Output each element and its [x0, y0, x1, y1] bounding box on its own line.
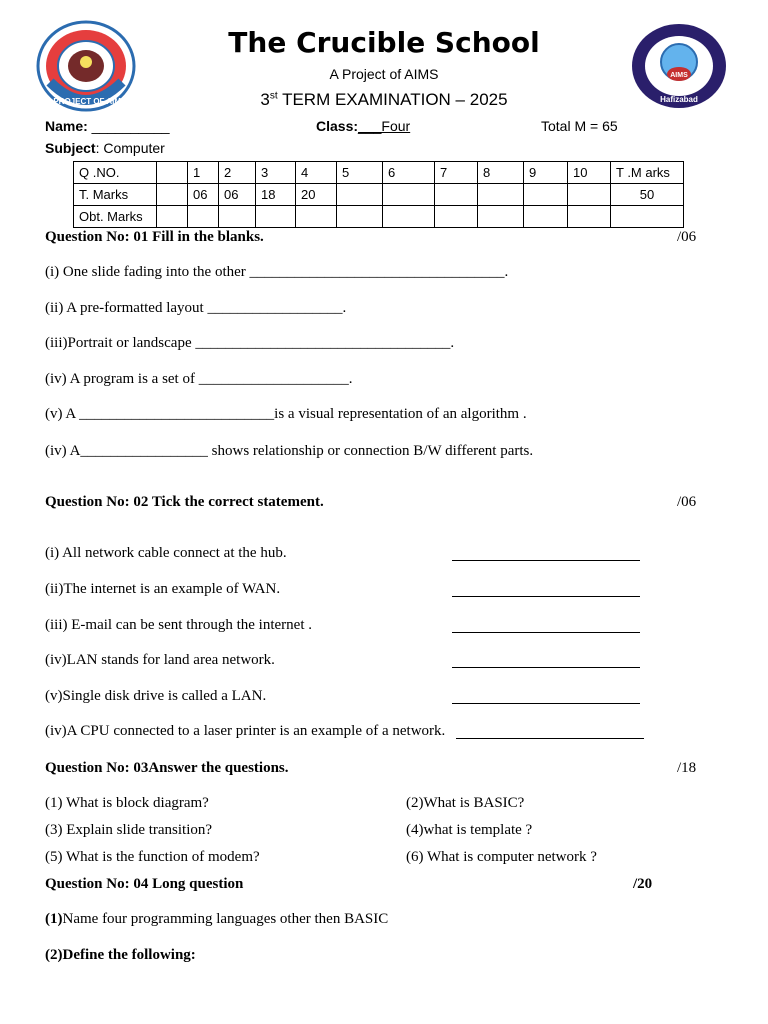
table-cell [296, 206, 337, 228]
q1-item: (iv) A_________________ shows relationship or connection B/W different parts. [45, 443, 534, 459]
table-cell: 20 [296, 184, 337, 206]
table-cell: 18 [256, 184, 296, 206]
table-cell [524, 184, 568, 206]
school-title: The Crucible School [228, 26, 540, 59]
q4-item: (2)Define the following: [45, 947, 196, 963]
table-cell [383, 206, 435, 228]
table-cell: 06 [219, 184, 256, 206]
logo-right-center: AIMS [670, 72, 688, 79]
logo-left-text: A PROJECT OF AIMS [45, 97, 127, 106]
q3-item: (1) What is block diagram? [45, 795, 209, 811]
table-cell [478, 206, 524, 228]
class-field: Class:___Four [316, 118, 411, 134]
q2-item: (iii) E-mail can be sent through the internet . [45, 617, 312, 633]
table-cell: 06 [188, 184, 219, 206]
table-cell: 9 [524, 162, 568, 184]
table-cell: 7 [435, 162, 478, 184]
table-cell: Q .NO. [74, 162, 157, 184]
table-cell [157, 184, 188, 206]
table-cell: 3 [256, 162, 296, 184]
table-cell [157, 162, 188, 184]
logo-right-bottom: Hafizabad [660, 95, 698, 104]
q3-item: (3) Explain slide transition? [45, 822, 213, 838]
table-cell [219, 206, 256, 228]
subject-field: Subject: Computer [45, 140, 165, 156]
q2-heading: Question No: 02 Tick the correct statement. [45, 494, 324, 510]
table-cell [568, 206, 611, 228]
table-cell [478, 184, 524, 206]
answer-line [452, 632, 640, 633]
total-marks: Total M = 65 [541, 118, 618, 134]
answer-line [452, 560, 640, 561]
q1-marks: /06 [677, 229, 697, 245]
table-cell [435, 206, 478, 228]
name-field: Name: __________ [45, 118, 170, 134]
table-cell [611, 206, 684, 228]
marks-table [73, 161, 684, 228]
table-row-qno [74, 162, 684, 184]
q4-item: (1)Name four programming languages other then BASIC [45, 911, 389, 927]
table-cell: 1 [188, 162, 219, 184]
table-row-tmarks [74, 184, 684, 206]
q2-item: (v)Single disk drive is called a LAN. [45, 688, 267, 704]
table-cell: 4 [296, 162, 337, 184]
table-cell: 10 [568, 162, 611, 184]
table-cell [435, 184, 478, 206]
answer-line [452, 703, 640, 704]
q2-item: (iv)A CPU connected to a laser printer is an example of a network. [45, 723, 446, 739]
table-cell [188, 206, 219, 228]
project-subtitle: A Project of AIMS [329, 66, 439, 82]
table-cell: Obt. Marks [74, 206, 157, 228]
table-cell [337, 184, 383, 206]
q1-item: (i) One slide fading into the other __________________________________. [45, 264, 509, 280]
q2-item: (i) All network cable connect at the hub. [45, 545, 287, 561]
table-cell: T .M arks [611, 162, 684, 184]
q2-item: (iv)LAN stands for land area network. [45, 652, 275, 668]
table-cell [383, 184, 435, 206]
answer-line [456, 738, 644, 739]
q3-item: (4)what is template ? [406, 822, 533, 838]
answer-line [452, 667, 640, 668]
q3-item: (5) What is the function of modem? [45, 849, 260, 865]
q3-marks: /18 [677, 760, 697, 776]
q3-item: (6) What is computer network ? [406, 849, 597, 865]
q3-item: (2)What is BASIC? [406, 795, 525, 811]
q4-marks: /20 [633, 876, 653, 892]
table-cell [524, 206, 568, 228]
table-cell: 6 [383, 162, 435, 184]
q3-heading: Question No: 03Answer the questions. [45, 760, 289, 776]
q4-heading: Question No: 04 Long question [45, 876, 244, 892]
q2-marks: /06 [677, 494, 697, 510]
answer-line [452, 596, 640, 597]
table-cell: T. Marks [74, 184, 157, 206]
table-row-obt [74, 206, 684, 228]
q1-item: (v) A __________________________is a visual representation of an algorithm . [45, 406, 527, 422]
table-cell: 8 [478, 162, 524, 184]
q1-heading: Question No: 01 Fill in the blanks. [45, 229, 264, 245]
table-cell [157, 206, 188, 228]
exam-title: 3st TERM EXAMINATION – 2025 [260, 90, 508, 109]
q1-item: (iv) A program is a set of ____________________. [45, 371, 353, 387]
table-cell [256, 206, 296, 228]
table-cell: 50 [611, 184, 684, 206]
table-cell: 2 [219, 162, 256, 184]
table-cell [568, 184, 611, 206]
table-cell: 5 [337, 162, 383, 184]
table-cell [337, 206, 383, 228]
q2-item: (ii)The internet is an example of WAN. [45, 581, 281, 597]
q1-item: (ii) A pre-formatted layout __________________. [45, 300, 347, 316]
q1-item: (iii)Portrait or landscape __________________________________. [45, 335, 455, 351]
